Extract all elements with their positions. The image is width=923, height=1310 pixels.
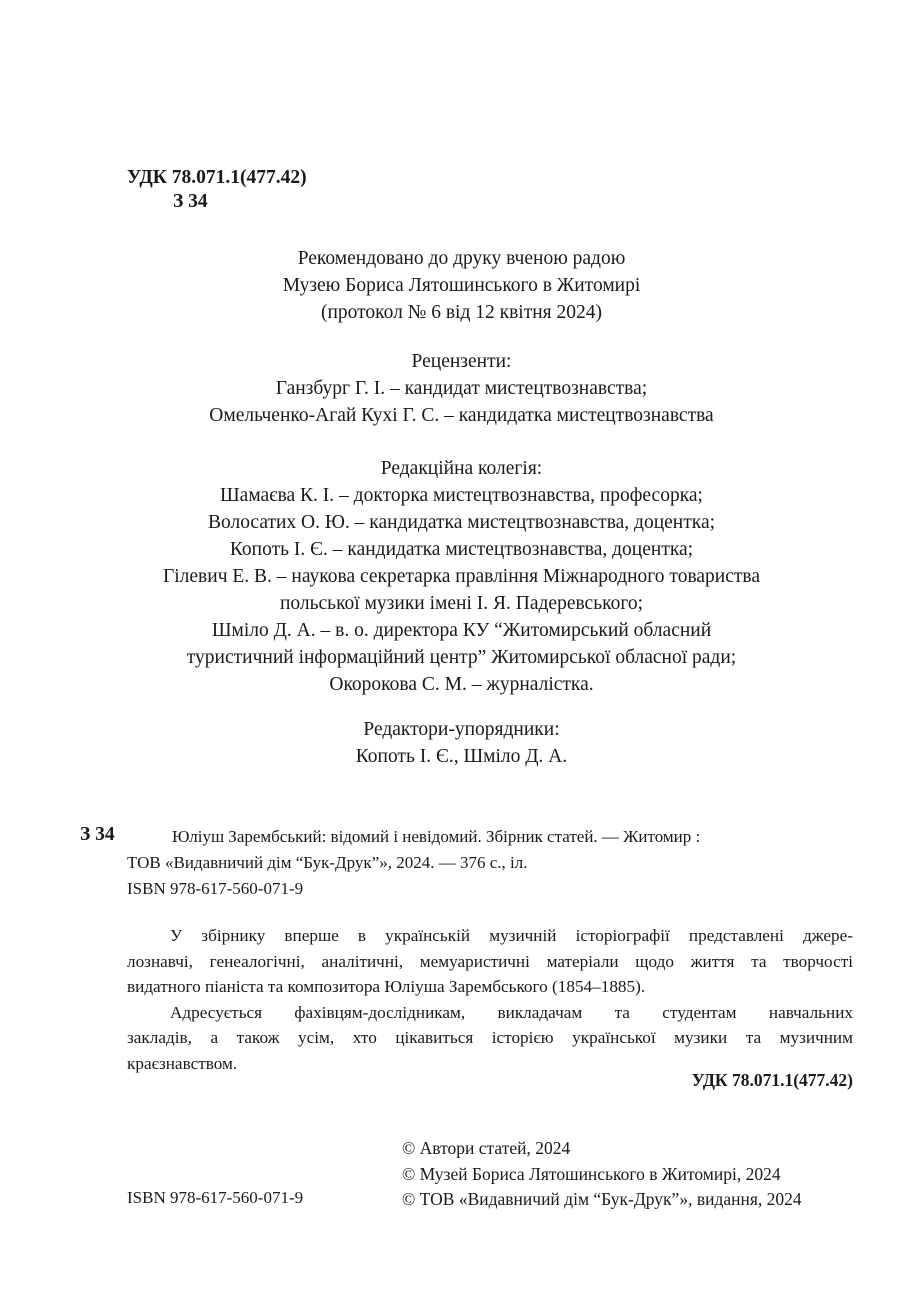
copyright-line: © Автори статей, 2024: [402, 1138, 571, 1158]
reviewers-block: [0, 348, 923, 429]
editorial-board-block: [0, 455, 923, 698]
editors-names: Копоть І. Є., Шміло Д. А.: [355, 746, 568, 767]
udk-header: УДК 78.071.1(477.42): [127, 167, 307, 188]
bibliography-line: Юліуш Зарембський: відомий і невідомий. Збірник статей. — Житомир :: [172, 827, 701, 846]
reviewer-line: Ганзбург Г. І. – кандидат мистецтвознавства;: [275, 378, 648, 399]
board-member-line: Шміло Д. А. – в. о. директора КУ “Житомирський обласний: [211, 620, 712, 641]
recommendation-block: [0, 245, 923, 326]
footer-isbn: ISBN 978-617-560-071-9: [127, 1188, 304, 1207]
board-member-line: Окорокова С. М. – журналістка.: [329, 674, 594, 695]
annotation-line: видатного піаніста та композитора Юліуша Зарембського (1854–1885).: [127, 977, 646, 996]
board-member-line: Шамаєва К. І. – докторка мистецтвознавства, професорка;: [220, 485, 703, 506]
editors-block: [0, 716, 923, 770]
board-member-line: Копоть І. Є. – кандидатка мистецтвознавства, доцентка;: [229, 539, 694, 560]
recommendation-line: (протокол № 6 від 12 квітня 2024): [320, 302, 603, 323]
annotation-line: закладів, а також усім, хто цікавиться історією української музики та музичним: [127, 1028, 853, 1047]
board-member-line: польської музики імені І. Я. Падеревського;: [279, 593, 644, 614]
annotation-line: краєзнавством.: [127, 1053, 238, 1073]
copyright-block: [402, 1136, 802, 1213]
board-member-line: туристичний інформаційний центр” Житомирської обласної ради;: [186, 647, 737, 668]
recommendation-line: Рекомендовано до друку вченою радою: [297, 248, 626, 269]
annotation-line: лознавчі, генеалогічні, аналітичні, мемуаристичні матеріали щодо життя та творчості: [127, 951, 853, 971]
copyright-line: © ТОВ «Видавничий дім “Бук-Друк”», видання, 2024: [402, 1189, 802, 1209]
recommendation-line: Музею Бориса Лятошинського в Житомирі: [282, 275, 641, 296]
reviewers-title: Рецензенти:: [411, 351, 512, 372]
board-member-line: Волосатих О. Ю. – кандидатка мистецтвознавства, доцентка;: [207, 512, 716, 533]
bibliography-isbn: ISBN 978-617-560-071-9: [127, 879, 304, 898]
book-code-header: З 34: [173, 191, 208, 212]
annotation-line: Адресується фахівцям-дослідникам, викладачам та студентам навчальних: [170, 1002, 853, 1022]
copyright-line: © Музей Бориса Лятошинського в Житомирі, 2024: [402, 1163, 781, 1184]
annotation-line: У збірнику вперше в українській музичній історіографії представлені джере-: [170, 926, 853, 945]
annotation: [127, 923, 853, 1076]
board-member-line: Гілевич Е. В. – наукова секретарка правління Міжнародного товариства: [162, 566, 761, 587]
bibliography-code: З 34: [80, 824, 115, 845]
reviewer-line: Омельченко-Агай Кухі Г. С. – кандидатка мистецтвознавства: [209, 405, 714, 426]
annotation-udk: УДК 78.071.1(477.42): [691, 1070, 853, 1090]
editors-title: Редактори-упорядники:: [363, 719, 560, 740]
editorial-board-title: Редакційна колегія:: [380, 458, 543, 479]
bibliography-line: ТОВ «Видавничий дім “Бук-Друк”», 2024. — 376 с., іл.: [127, 853, 528, 872]
